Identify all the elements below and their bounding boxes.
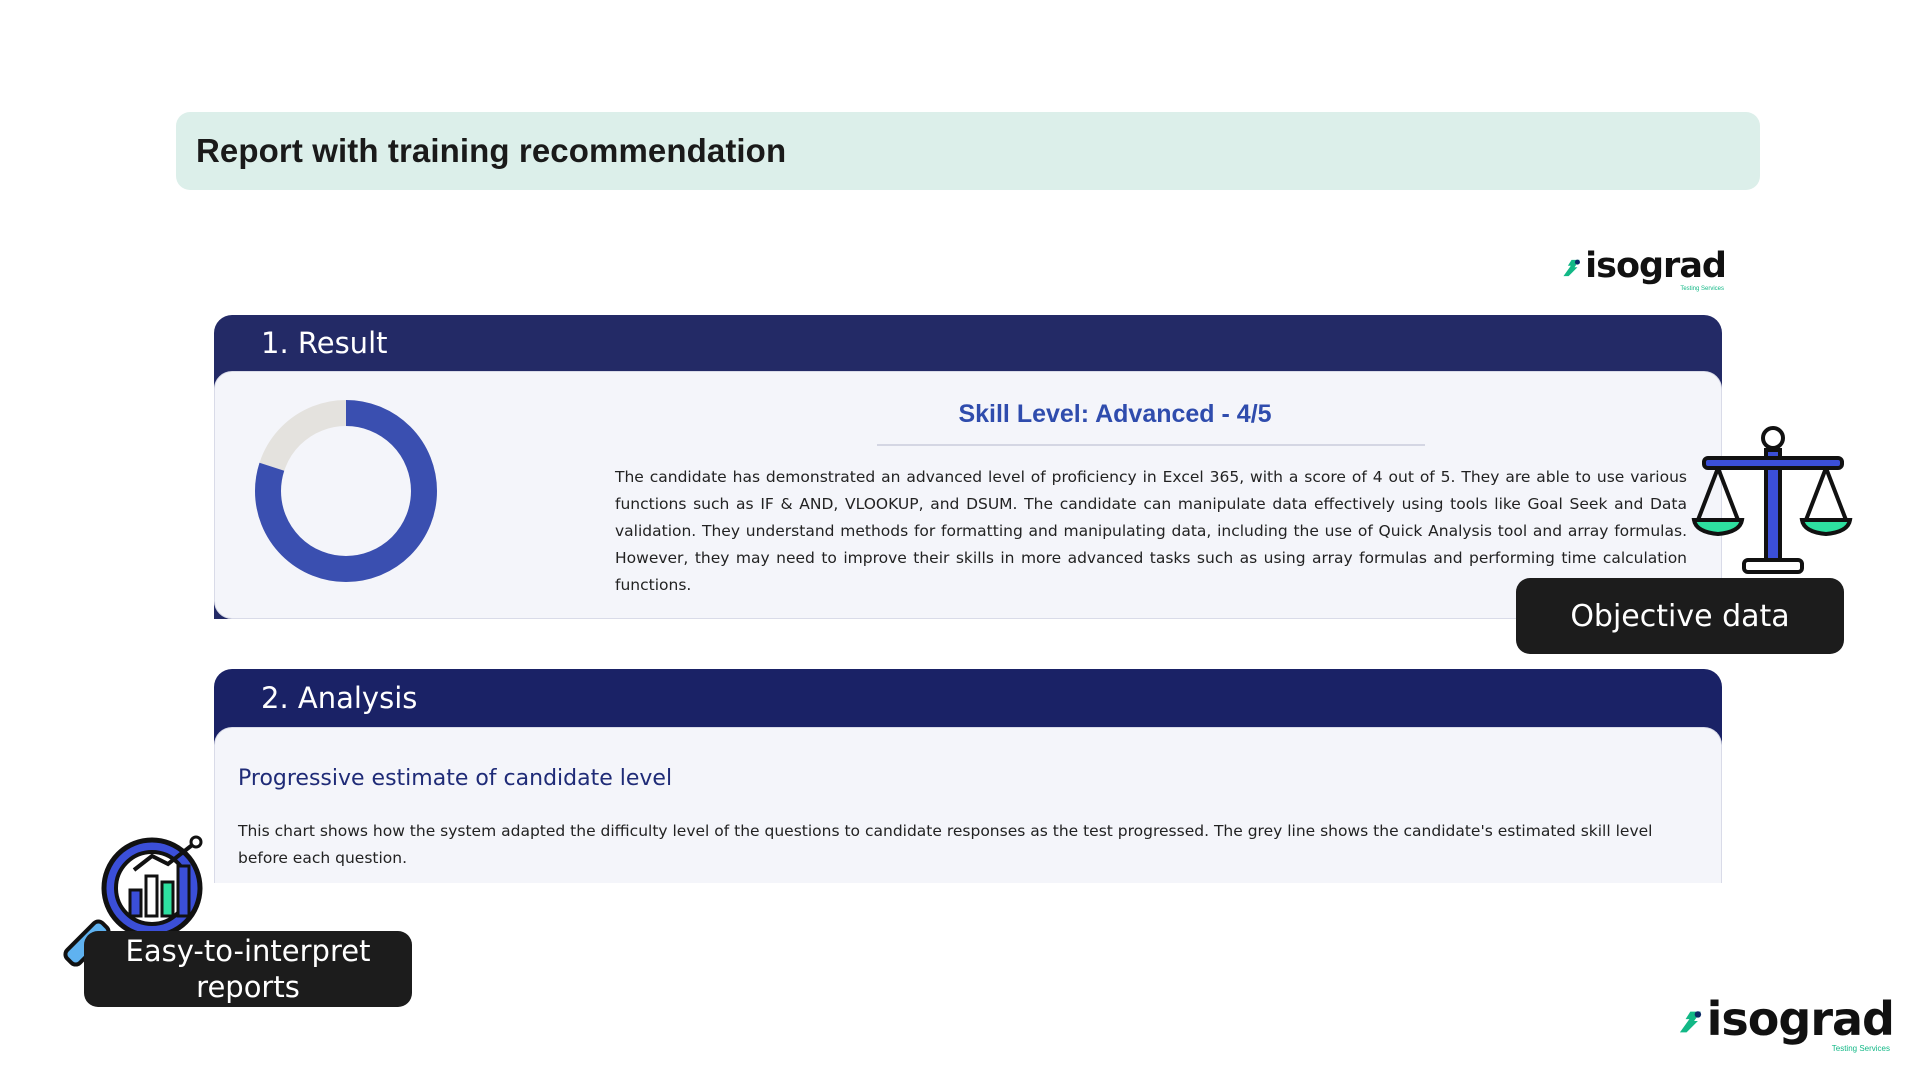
- isograd-logo-bottom: [1678, 992, 1894, 1053]
- isograd-logo-top: [1562, 246, 1726, 292]
- analysis-header: 2. Analysis: [261, 681, 418, 715]
- skill-level-title: Skill Level: Advanced - 4/5: [958, 400, 1272, 428]
- logo-wordmark: isograd: [1706, 992, 1894, 1046]
- isograd-logo-icon: [1678, 1005, 1703, 1039]
- scales-icon: [1690, 420, 1860, 590]
- reports-callout: [84, 931, 412, 1007]
- analysis-body: [214, 727, 1722, 883]
- objective-data-label: Objective data: [1570, 598, 1790, 634]
- skill-divider: [877, 444, 1425, 446]
- result-panel: [214, 315, 1722, 619]
- result-header: 1. Result: [261, 326, 388, 360]
- analysis-panel: [214, 669, 1722, 883]
- analysis-description: This chart shows how the system adapted the difficulty level of the questions to candidate responses as the test progressed. The grey line shows the candidate's estimated skill level before each question.: [238, 822, 1653, 867]
- logo-tagline: Testing Services: [1831, 1044, 1890, 1053]
- reports-label: Easy-to-interpret reports: [125, 934, 371, 1004]
- result-body: [214, 371, 1722, 619]
- analysis-subtitle: Progressive estimate of candidate level: [238, 766, 673, 791]
- result-description: The candidate has demonstrated an advanced level of proficiency in Excel 365, with a score of 4 out of 5. They are able to use various functions such as IF & AND, VLOOKUP, and DSUM. The candidate can manipulate data effectively using tools like Goal Seek and Data validation. They understand methods for formatting and manipulating data, including the use of Quick Analysis tool and array formulas. However, they may need to improve their skills in more advanced tasks such as using array formulas and performing time calculation functions.: [615, 468, 1687, 594]
- page-title: Report with training recommendation: [196, 132, 787, 169]
- isograd-logo-icon: [1562, 255, 1581, 281]
- logo-wordmark: isograd: [1585, 246, 1726, 286]
- score-donut-chart: [253, 398, 439, 584]
- logo-tagline: Testing Services: [1680, 286, 1724, 292]
- page-banner: [176, 112, 1760, 190]
- objective-data-callout: [1516, 578, 1844, 654]
